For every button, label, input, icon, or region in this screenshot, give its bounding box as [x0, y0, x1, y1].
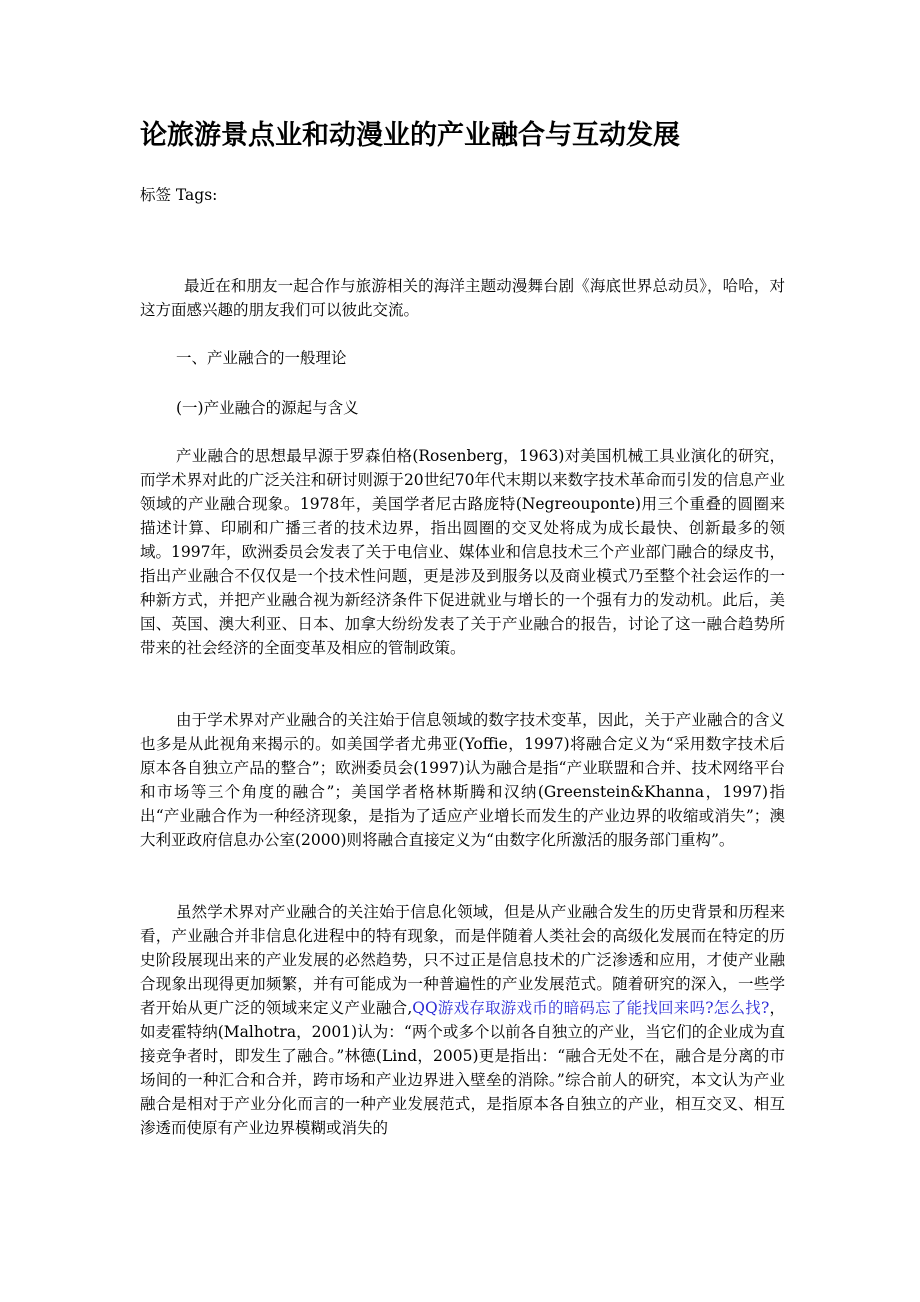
subsection-heading: (一)产业融合的源起与含义: [176, 399, 359, 417]
paragraph-text-after-link: ，如麦霍特纳(Malhotra，2001)认为：“两个或多个以前各自独立的产业，当它们的企业成为直接竞争者时，即发生了融合。”林德(Lind，2005)更是指出：“融合无处不在，融合是分离的市场间的一种汇合和合并，跨市场和产业边界进入壁垒的消除。”综合前人的研究，本文认为产业融合是相对于产业分化而言的一种产业发展范式，是指原本各自独立的产业，相互交叉、相互渗透而使原有产业边界模糊或消失的: [140, 999, 785, 1137]
tags-label: 标签 Tags:: [140, 186, 218, 204]
section-heading: 一、产业融合的一般理论: [176, 349, 347, 367]
inline-link[interactable]: QQ游戏存取游戏币的暗码忘了能找回来吗?怎么找?: [412, 999, 770, 1017]
intro-paragraph: 最近在和朋友一起合作与旅游相关的海洋主题动漫舞台剧《海底世界总动员》，哈哈，对这方面感兴趣的朋友我们可以彼此交流。: [140, 277, 785, 319]
body-paragraph-2: 由于学术界对产业融合的关注始于信息领域的数字技术变革，因此，关于产业融合的含义也多是从此视角来揭示的。如美国学者尤弗亚(Yoffie，1997)将融合定义为“采用数字技术后原本各自独立产品的整合”；欧洲委员会(1997)认为融合是指“产业联盟和合并、技术网络平台和市场等三个角度的融合”；美国学者格林斯腾和汉纳(Greenstein&Khanna，1997)指出“产业融合作为一种经济现象，是指为了适应产业增长而发生的产业边界的收缩或消失”；澳大利亚政府信息办公室(2000)则将融合直接定义为“由数字化所激活的服务部门重构”。: [140, 711, 785, 849]
document-title: 论旅游景点业和动漫业的产业融合与互动发展: [140, 120, 680, 151]
body-paragraph-1: 产业融合的思想最早源于罗森伯格(Rosenberg，1963)对美国机械工具业演化的研究，而学术界对此的广泛关注和研讨则源于20世纪70年代末期以来数字技术革命而引发的信息产业领域的产业融合现象。1978年，美国学者尼古路庞特(Negreouponte)用三个重叠的圆圈来描述计算、印刷和广播三者的技术边界，指出圆圈的交叉处将成为成长最快、创新最多的领域。1997年，欧洲委员会发表了关于电信业、媒体业和信息技术三个产业部门融合的绿皮书，指出产业融合不仅仅是一个技术性问题，更是涉及到服务以及商业模式乃至整个社会运作的一种新方式，并把产业融合视为新经济条件下促进就业与增长的一个强有力的发动机。此后，美国、英国、澳大利亚、日本、加拿大纷纷发表了关于产业融合的报告，讨论了这一融合趋势所带来的社会经济的全面变革及相应的管制政策。: [140, 447, 785, 657]
paragraph-text-before-link: 虽然学术界对产业融合的关注始于信息化领域，但是从产业融合发生的历史背景和历程来看，产业融合并非信息化进程中的特有现象，而是伴随着人类社会的高级化发展而在特定的历史阶段展现出来的产业发展的必然趋势，只不过正是信息技术的广泛渗透和应用，才使产业融合现象出现得更加频繁，并有可能成为一种普遍性的产业发展范式。随着研究的深入，一些学者开始从更广泛的领域来定义产业融合,: [140, 903, 785, 1017]
body-paragraph-3: [140, 900, 785, 1140]
